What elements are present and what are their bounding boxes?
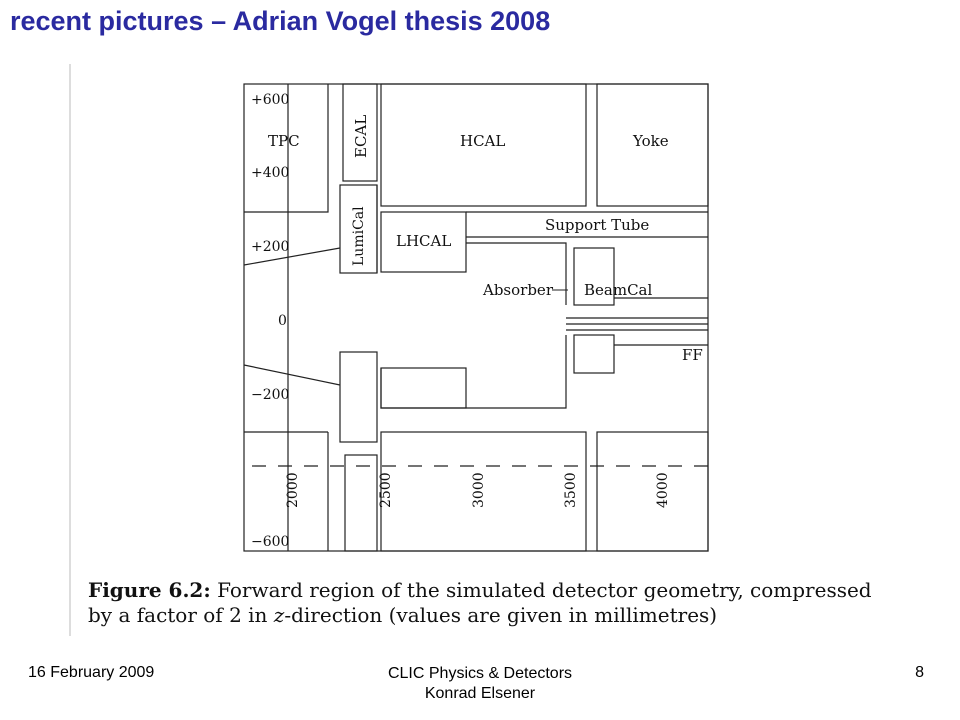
label-lumical: LumiCal xyxy=(351,206,367,266)
label-absorber: Absorber xyxy=(483,281,553,299)
label-lhcal: LHCAL xyxy=(396,232,452,250)
y-tick-plus400: +400 xyxy=(251,165,290,181)
figure-caption xyxy=(88,578,888,628)
label-ecal: ECAL xyxy=(352,114,370,158)
label-ff: FF xyxy=(682,346,703,364)
label-hcal: HCAL xyxy=(460,132,506,150)
z-tick-2500: 2500 xyxy=(378,472,394,508)
ecal-lower-box xyxy=(345,455,377,551)
lhcal-lower-box xyxy=(381,368,466,408)
label-support-tube: Support Tube xyxy=(545,216,650,234)
tpc-inner-lower xyxy=(244,365,340,385)
caption-figure-label: Figure 6.2: xyxy=(88,578,211,602)
y-tick-minus600: −600 xyxy=(251,534,290,550)
slide-title: recent pictures – Adrian Vogel thesis 2008 xyxy=(10,6,551,36)
beamcal-lower-box xyxy=(574,335,614,373)
yoke-lower-box xyxy=(597,432,708,551)
z-tick-4000: 4000 xyxy=(655,472,671,508)
caption-z: z xyxy=(273,603,285,627)
label-tpc: TPC xyxy=(268,132,300,150)
footer-line-1: CLIC Physics & Detectors xyxy=(387,665,573,682)
z-tick-2000: 2000 xyxy=(285,472,301,508)
footer-page-number: 8 xyxy=(915,664,924,681)
y-tick-0: 0 xyxy=(278,313,287,329)
footer-line-2: Konrad Elsener xyxy=(424,685,536,702)
z-tick-3500: 3500 xyxy=(563,472,579,508)
caption-line2-a: by a factor of 2 in xyxy=(88,603,268,627)
y-tick-plus200: +200 xyxy=(251,239,290,255)
footer-date: 16 February 2009 xyxy=(28,664,155,681)
caption-line1-text: Forward region of the simulated detector geometry, compressed xyxy=(217,578,872,602)
lumical-lower-box xyxy=(340,352,377,442)
label-yoke: Yoke xyxy=(633,132,669,150)
caption-line-2 xyxy=(88,603,888,628)
z-tick-3000: 3000 xyxy=(471,472,487,508)
label-beamcal: BeamCal xyxy=(584,281,653,299)
y-tick-plus600: +600 xyxy=(251,92,290,108)
caption-line-1 xyxy=(88,578,888,603)
y-tick-minus200: −200 xyxy=(251,387,290,403)
caption-line2-b: -direction (values are given in millimetres) xyxy=(284,603,718,627)
footer-center xyxy=(300,664,660,704)
absorber-lower-outline xyxy=(381,335,566,408)
